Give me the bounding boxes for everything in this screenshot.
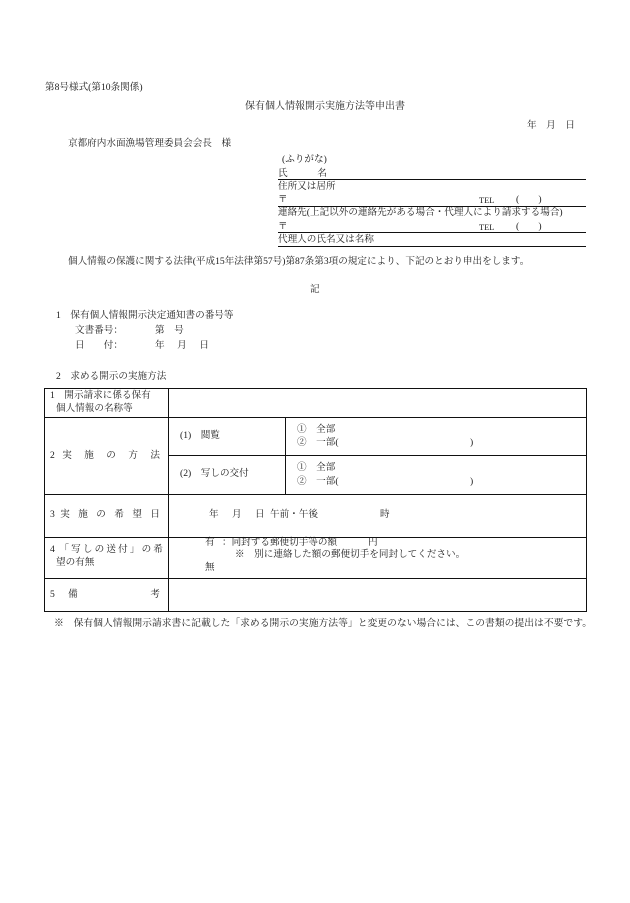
agent-line [278,246,586,247]
tel-label: TEL [479,196,495,205]
mail-copies-yes: 有 [205,537,215,548]
name-line [278,179,586,180]
inspection-options-cell [285,417,587,455]
copy-delivery-options-cell [285,455,587,494]
copy-option-partial: ② 一部( [297,476,339,487]
method-label: 2 実 施 の 方 法 [50,450,160,461]
preferred-date-label: 3 実 施 の 希 望 日 [50,509,160,520]
record-name-label-cell [44,388,168,417]
mail-copies-yen: 円 [368,537,378,548]
form-number: 第8号様式(第10条関係) [45,82,143,93]
postal-mark: 〒 [278,194,288,205]
preferred-month: 月 [232,509,242,520]
doc-number-label: 文書番号： [75,325,123,336]
inspection-option-partial-close: ) [470,437,474,448]
notice-date-value: 年 月 日 [155,340,211,351]
mail-copies-yes-detail: ：同封する郵便切手等の額 [222,537,338,548]
preferred-am-pm: 午前・午後 [270,509,318,520]
record-name-label-line1: 1 開示請求に係る保有 [50,390,151,401]
contact-tel-parens: ( ) [516,221,542,232]
section-1-heading: 1 保有個人情報開示決定通知書の番号等 [56,310,234,321]
contact-postal-mark: 〒 [278,221,288,232]
contact-line [278,232,586,233]
tel-parens: ( ) [516,194,542,205]
method-label-cell [44,417,168,494]
copy-option-partial-close: ) [470,476,474,487]
preferred-date-cell [168,494,587,537]
inspection-cell [168,417,285,455]
inspection-option-partial: ② 一部( [297,437,339,448]
record-name-field [168,388,587,417]
inspection-label: (1) 閲覧 [180,430,220,441]
submission-date: 年 月 日 [527,120,575,131]
copy-option-all: ① 全部 [297,462,336,473]
notice-date-label: 日 付： [75,340,123,351]
inspection-option-all: ① 全部 [297,424,336,435]
remarks-field [168,578,587,612]
section-2-heading: 2 求める開示の実施方法 [56,371,167,382]
furigana-label: (ふりがな) [282,154,327,165]
contact-tel-label: TEL [479,223,495,232]
addressee: 京都府内水面漁場管理委員会会長 様 [68,138,232,149]
document-title: 保有個人情報開示実施方法等申出書 [245,101,405,112]
mail-copies-label-cell [44,537,168,578]
mail-copies-label-line2: 望の有無 [56,557,95,568]
record-name-label-line2: 個人情報の名称等 [56,403,133,414]
disclosure-method-table [44,388,587,612]
preferred-date-label-cell [44,494,168,537]
ki-heading: 記 [310,284,320,295]
contact-label: 連絡先(上記以外の連絡先がある場合・代理人により請求する場合) [278,207,563,218]
doc-number-value: 第 号 [155,325,184,336]
copy-delivery-label: (2) 写しの交付 [180,468,249,479]
footnote: ※ 保有個人情報開示請求書に記載した「求める開示の実施方法等」と変更のない場合には、この書類の提出は不要です。 [54,618,593,629]
remarks-label: 5 備 考 [50,589,160,600]
mail-copies-no: 無 [205,562,215,573]
preferred-day: 日 [255,509,265,520]
mail-copies-note: ※ 別に連絡した額の郵便切手を同封してください。 [235,549,466,560]
remarks-label-cell [44,578,168,612]
preferred-year: 年 [209,509,219,520]
copy-delivery-cell [168,455,285,494]
mail-copies-label-line1: 4 「写しの送付」の希 [50,544,163,555]
mail-copies-cell [168,537,587,578]
preferred-hour: 時 [380,509,390,520]
address-label: 住所又は居所 [278,181,336,192]
declaration-text: 個人情報の保護に関する法律(平成15年法律第57号)第87条第3項の規定により、下記のとおり申出をします。 [68,256,530,267]
agent-label: 代理人の氏名又は名称 [278,234,374,245]
name-label: 氏 名 [278,168,331,179]
